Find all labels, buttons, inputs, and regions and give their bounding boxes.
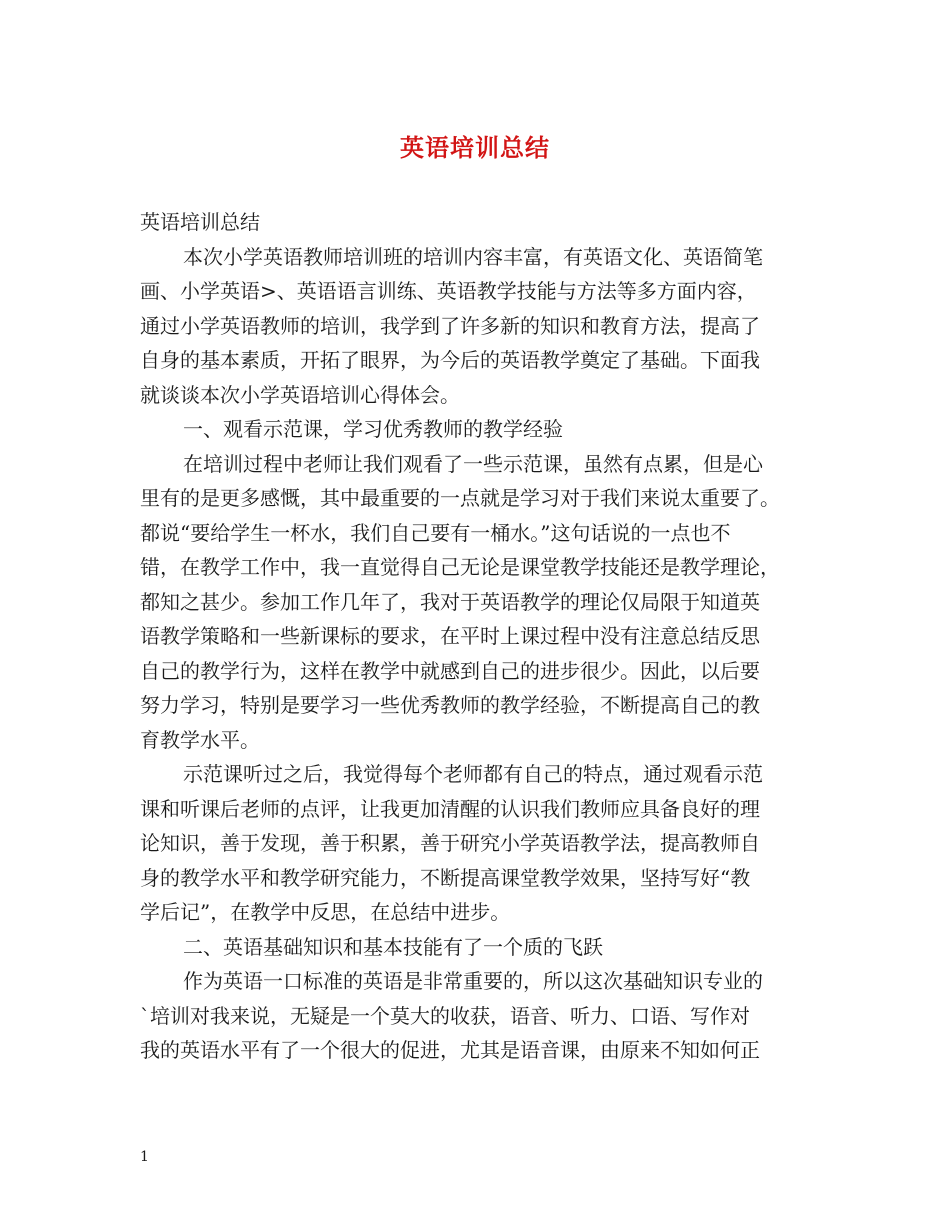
- document-body: [140, 205, 830, 1068]
- text-line: `培训对我来说，无疑是一个莫大的收获，语音、听力、口语、写作对: [140, 1003, 750, 1028]
- text-line: 身的教学水平和教学研究能力，不断提高课堂教学效果，坚持写好“教: [140, 865, 751, 890]
- text-line: 错，在教学工作中，我一直觉得自己无论是课堂教学技能还是教学理论，: [140, 555, 780, 579]
- text-line: 自身的基本素质，开拓了眼界，为今后的英语教学奠定了基础。下面我: [140, 348, 760, 372]
- text-line: 学后记”，在教学中反思，在总结中进步。: [140, 900, 511, 924]
- text-line: 示范课听过之后，我觉得每个老师都有自己的特点，通过观看示范: [183, 762, 763, 786]
- text-line: 二、英语基础知识和基本技能有了一个质的飞跃: [183, 934, 603, 959]
- text-line: 努力学习，特别是要学习一些优秀教师的教学经验，不断提高自己的教: [140, 693, 760, 717]
- text-line: 都知之甚少。参加工作几年了，我对于英语教学的理论仅局限于知道英: [140, 589, 760, 614]
- text-line: 就谈谈本次小学英语培训心得体会。: [140, 382, 460, 407]
- text-line: 里有的是更多感慨，其中最重要的一点就是学习对于我们来说太重要了。: [140, 486, 780, 510]
- text-line: 本次小学英语教师培训班的培训内容丰富，有英语文化、英语简笔: [183, 244, 763, 269]
- document-title: 英语培训总结: [400, 133, 550, 162]
- text-line: 在培训过程中老师让我们观看了一些示范课，虽然有点累，但是心: [183, 451, 763, 476]
- text-line: 自己的教学行为，这样在教学中就感到自己的进步很少。因此，以后要: [140, 658, 760, 683]
- text-line: 育教学水平。: [140, 727, 260, 752]
- page-number: 1: [140, 1149, 149, 1165]
- text-line: 语教学策略和一些新课标的要求，在平时上课过程中没有注意总结反思: [140, 624, 760, 648]
- text-line: 作为英语一口标准的英语是非常重要的，所以这次基础知识专业的: [183, 969, 763, 993]
- text-line: 都说“要给学生一杯水，我们自己要有一桶水。”这句话说的一点也不: [140, 520, 731, 545]
- text-line: 英语培训总结: [140, 210, 260, 234]
- text-line: 通过小学英语教师的培训，我学到了许多新的知识和教育方法，提高了: [140, 313, 760, 338]
- text-line: 课和听课后老师的点评，让我更加清醒的认识我们教师应具备良好的理: [140, 796, 760, 821]
- text-line: 我的英语水平有了一个很大的促进，尤其是语音课，由原来不知如何正: [140, 1038, 760, 1062]
- text-line: 画、小学英语>、英语语言训练、英语教学技能与方法等多方面内容，: [140, 279, 757, 303]
- text-line: 一、观看示范课，学习优秀教师的教学经验: [183, 417, 563, 441]
- text-line: 论知识，善于发现，善于积累，善于研究小学英语教学法，提高教师自: [140, 831, 760, 855]
